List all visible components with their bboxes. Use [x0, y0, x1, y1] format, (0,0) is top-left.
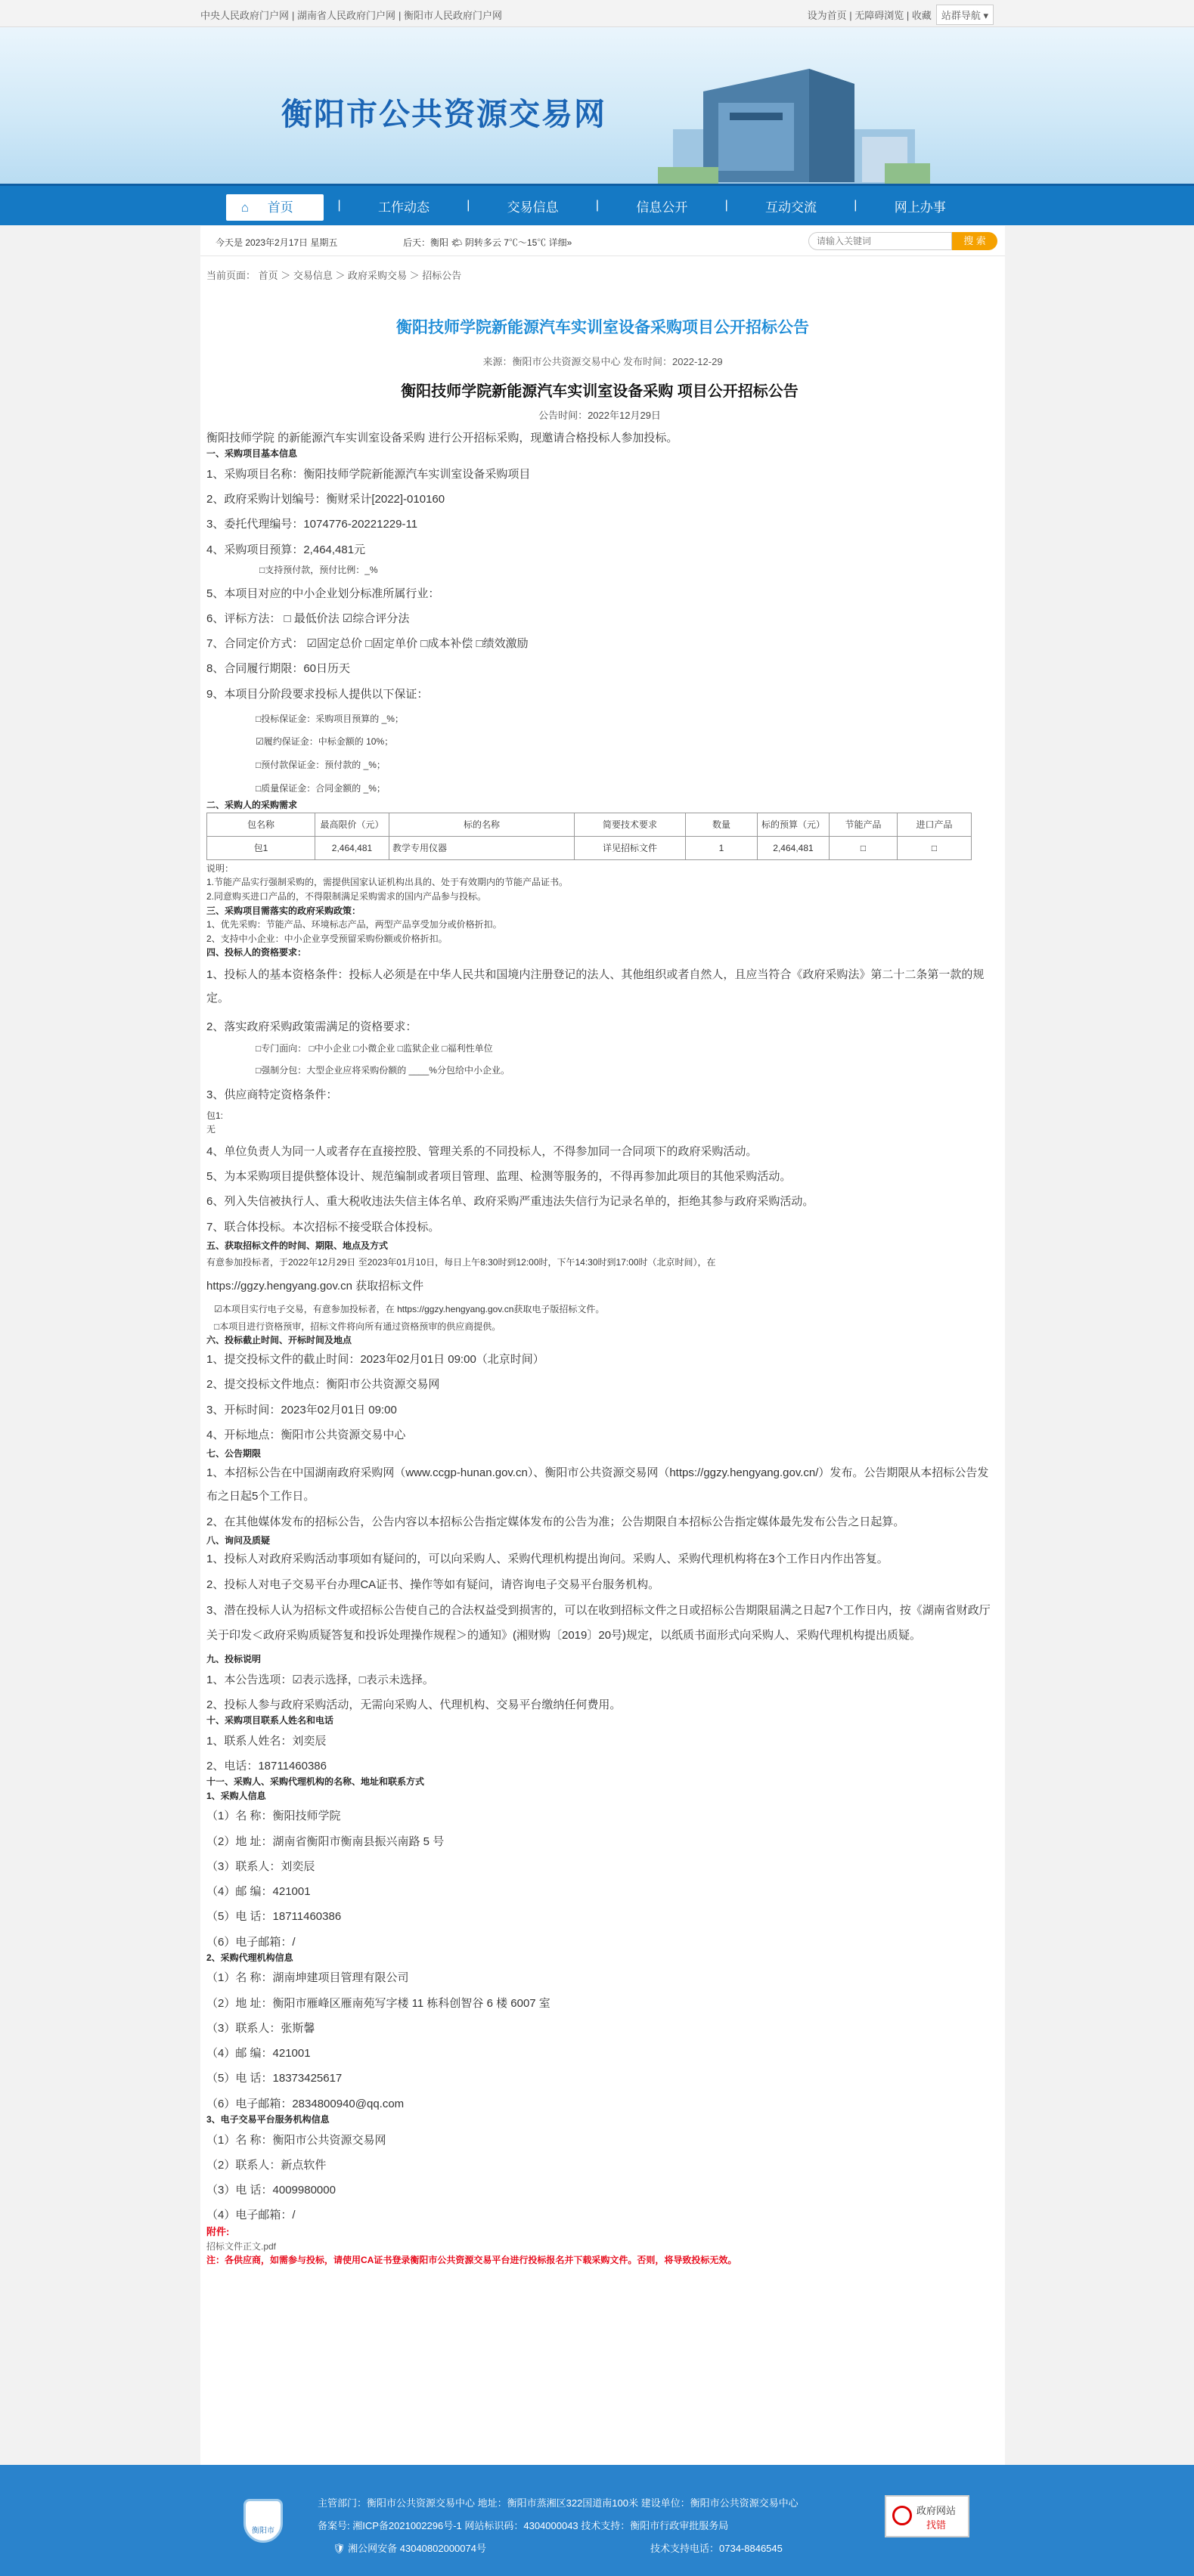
table-header-cell: 简要技术要求: [575, 813, 686, 836]
section-heading: 六、投标截止时间、开标时间及地点: [206, 1335, 352, 1346]
item-text: 7、合同定价方式： ☑固定总价 □固定单价 □成本补偿 □绩效激励: [206, 637, 529, 651]
table-cell: 详见招标文件: [575, 836, 686, 859]
police-badge-icon: [243, 2499, 283, 2543]
contact-item: （1）名 称：湖南坤建项目管理有限公司: [206, 1971, 409, 1985]
footer-line: 技术支持电话：0734-8846545: [650, 2543, 783, 2554]
section-heading: 八、询问及质疑: [206, 1534, 271, 1546]
contact-item: （5）电 话：18373425617: [206, 2072, 343, 2085]
section-heading: 十、采购项目联系人姓名和电话: [206, 1715, 334, 1726]
contact-item: （2）地 址：衡阳市雁峰区雁南苑写字楼 11 栋科创智谷 6 楼 6007 室: [206, 1996, 550, 2010]
item-text: 5、为本采购项目提供整体设计、规范编制或者项目管理、监理、检测等服务的，不得再参加此项目的其他采购活动。: [206, 1170, 792, 1184]
contact-item: （3）联系人：张斯馨: [206, 2021, 315, 2035]
site-nav-label: 站群导航: [941, 10, 981, 21]
beian-icon: 🛡: [333, 2543, 346, 2554]
nav-home-label: ⌂ 首页: [226, 194, 324, 221]
nav-separator: |: [467, 199, 470, 212]
nav-info-public[interactable]: 信息公开: [636, 200, 688, 215]
section-heading: 十一、采购人、采购代理机构的名称、地址和联系方式: [206, 1776, 425, 1788]
subsection-heading: 2、采购代理机构信息: [206, 1952, 293, 1963]
section-heading: 九、投标说明: [206, 1653, 262, 1664]
item-text: 2、落实政府采购政策需满足的资格要求：: [206, 1020, 417, 1033]
today-date: 今天是 2023年2月17日 星期五: [216, 237, 338, 248]
contact-item: （4）电子邮箱：/: [206, 2209, 296, 2222]
site-nav-select[interactable]: 站群导航 ▾: [936, 5, 994, 25]
link-central-gov[interactable]: 中央人民政府门户网: [200, 10, 290, 21]
item-text: 1、本招标公告在中国湖南政府采购网（www.ccgp-hunan.gov.cn）、衡阳市公共资源交易网（https://ggzy.hengyang.gov.cn/）发布。公告期限从本招标公告发布之日起5个工作日。: [206, 1466, 989, 1503]
table-header-cell: 节能产品: [830, 813, 898, 836]
table-cell: 2,464,481: [758, 836, 830, 859]
item-text: 3、开标时间：2023年02月01日 09:00: [206, 1403, 397, 1416]
item-text: 3、潜在投标人认为招标文件或招标公告使自己的合法权益受到损害的，可以在收到招标文件之日或招标公告期限届满之日起7个工作日内，按《湖南省财政厅关于印发＜政府采购质疑答复和投诉处理操作规程＞的通知》(湘财购〔2019〕20号)规定，以纸质书面形式向采购人、采购代理机构提出质疑。: [206, 1603, 991, 1642]
item-text: 1、采购项目名称：衡阳技师学院新能源汽车实训室设备采购项目: [206, 467, 531, 481]
banner: [0, 27, 1194, 184]
item-text: 8、合同履行期限：60日历天: [206, 662, 351, 676]
item-text: 2、投标人对电子交易平台办理CA证书、操作等如有疑问，请咨询电子交易平台服务机构。: [206, 1577, 660, 1591]
nav-home[interactable]: [212, 197, 338, 215]
search-button[interactable]: 搜 索: [952, 232, 997, 250]
gov-site-error-button[interactable]: [885, 2495, 969, 2537]
section-heading: 七、公告期限: [206, 1448, 262, 1460]
item-text: 7、联合体投标。本次招标不接受联合体投标。: [206, 1220, 440, 1234]
contact-item: （3）联系人：刘奕辰: [206, 1859, 315, 1873]
site-logo[interactable]: 衡阳市公共资源交易网: [281, 97, 606, 132]
nav-separator: |: [854, 199, 858, 212]
item-text: 1、提交投标文件的截止时间：2023年02月01日 09:00（北京时间）: [206, 1353, 544, 1367]
item-text: 包1:: [206, 1110, 224, 1121]
item-text: 有意参加投标者，于2022年12月29日 至2023年01月10日，每日上午8:30时到12:00时，下午14:30时到17:00时（北京时间），在: [206, 1257, 716, 1268]
nav-separator: |: [337, 199, 341, 212]
contact-item: （2）联系人：新点软件: [206, 2158, 327, 2172]
section-heading: 一、采购项目基本信息: [206, 448, 298, 460]
footer-line: 备案号: 湘ICP备2021002296号-1 网站标识码：4304000043 技术支持：衡阳市行政审批服务局: [318, 2520, 729, 2531]
nav-work-news[interactable]: 工作动态: [377, 200, 430, 215]
nav-separator: |: [724, 199, 728, 212]
table-row: [207, 836, 972, 859]
requirements-table: [206, 813, 972, 860]
attachment-link[interactable]: 招标文件正文.pdf: [206, 2240, 277, 2252]
item-text: 1、联系人姓名：刘奕辰: [206, 1734, 327, 1748]
subsection-heading: 3、电子交易平台服务机构信息: [206, 2113, 330, 2125]
contact-item: （4）邮 编：421001: [206, 2047, 311, 2060]
nav-interaction[interactable]: 互动交流: [765, 200, 817, 215]
table-cell: □: [898, 836, 972, 859]
policy-option: □专门面向： □中小企业 □小微企业 □监狱企业 □福利性单位: [256, 1043, 493, 1054]
item-text: 6、列入失信被执行人、重大税收违法失信主体名单、政府采购严重违法失信行为记录名单的，拒绝其参与政府采购活动。: [206, 1195, 814, 1209]
contact-item: （5）电 话：18711460386: [206, 1910, 342, 1924]
table-header-cell: 标的预算（元）: [758, 813, 830, 836]
item-text: 2、政府采购计划编号：衡财采计[2022]-010160: [206, 493, 445, 506]
item-text: 2、电话：18711460386: [206, 1759, 327, 1773]
item-text: 3、委托代理编号：1074776-20221229-11: [206, 518, 418, 531]
content-panel: [200, 226, 1005, 2465]
item-text: 4、采购项目预算：2,464,481元: [206, 543, 366, 556]
table-header-cell: 最高限价（元）: [315, 813, 389, 836]
section-heading: 四、投标人的资格要求：: [206, 947, 307, 958]
table-cell: 包1: [207, 836, 315, 859]
section-heading: 三、采购项目需落实的政府采购政策：: [206, 905, 361, 916]
item-text: 1、投标人对政府采购活动事项如有疑问的，可以向采购人、采购代理机构提出询问。采购人、采购代理机构将在3个工作日内作出答复。: [206, 1553, 889, 1566]
link-hunan-gov[interactable]: 湖南省人民政府门户网: [297, 10, 396, 21]
item-text: 2、投标人参与政府采购活动，无需向采购人、代理机构、交易平台缴纳任何费用。: [206, 1698, 622, 1711]
contact-item: （1）名 称：衡阳技师学院: [206, 1810, 341, 1823]
item-text: https://ggzy.hengyang.gov.cn 获取招标文件: [206, 1280, 424, 1293]
gov-site-error-label: 找错: [926, 2519, 946, 2531]
table-header-cell: 进口产品: [898, 813, 972, 836]
weather: 后天：衡阳 🌤 阴转多云 7℃～15℃ 详细»: [403, 237, 572, 248]
item-text: 3、供应商特定资格条件：: [206, 1088, 338, 1102]
item-text: 1、投标人的基本资格条件：投标人必须是在中华人民共和国境内注册登记的法人、其他组织或者自然人，且应当符合《政府采购法》第二十二条第一款的规定。: [206, 968, 985, 1005]
item-text: 2、在其他媒体发布的招标公告，公告内容以本招标公告指定媒体发布的公告为准；公告期限自本招标公告指定媒体最先发布公告之日起算。: [206, 1515, 905, 1528]
table-cell: 1: [686, 836, 758, 859]
guarantee-item: □预付款保证金：预付款的 _%；: [256, 760, 386, 771]
item-text: ☑本项目实行电子交易，有意参加投标者，在 https://ggzy.hengyang.gov.cn获取电子版招标文件。: [214, 1304, 605, 1315]
footer-line: 主管部门：衡阳市公共资源交易中心 地址：衡阳市蒸湘区322国道南100米 建设单位：衡阳市公共资源交易中心: [318, 2497, 799, 2509]
search-input[interactable]: [808, 232, 952, 250]
item-text: 无: [206, 1124, 216, 1135]
top-right-links[interactable]: 设为首页 | 无障碍浏览 | 收藏: [807, 10, 932, 21]
table-header-cell: 数量: [686, 813, 758, 836]
guarantee-item: ☑履约保证金：中标金额的 10%；: [256, 736, 394, 748]
footer-beian[interactable]: 🛡 湘公网安备 43040802000074号: [333, 2543, 486, 2554]
nav-trade-info[interactable]: 交易信息: [507, 200, 559, 215]
guarantee-item: □质量保证金：合同金额的 _%；: [256, 782, 386, 794]
guarantee-item: □投标保证金：采购项目预算的 _%；: [256, 713, 404, 724]
breadcrumb[interactable]: 当前页面： 首页 ＞ 交易信息 ＞ 政府采购交易 ＞ 招标公告: [206, 270, 462, 281]
nav-online-service[interactable]: 网上办事: [894, 200, 946, 215]
nav-separator: |: [595, 199, 600, 212]
table-header-cell: 标的名称: [389, 813, 575, 836]
source-info: 来源：衡阳市公共资源交易中心 发布时间：2022-12-29: [482, 356, 723, 367]
item-text: 4、开标地点：衡阳市公共资源交易中心: [206, 1428, 406, 1441]
item-text: 1、优先采购：节能产品、环境标志产品，两型产品享受加分或价格折扣。: [206, 919, 502, 930]
badge-text: 衡阳市: [252, 2527, 274, 2535]
item-text: 6、评标方法： □ 最低价法 ☑综合评分法: [206, 611, 410, 625]
search-box: [808, 232, 997, 250]
building-illustration: [658, 61, 930, 184]
main-nav: [0, 184, 1194, 225]
contact-item: （3）电 话：4009980000: [206, 2184, 336, 2197]
top-bar: [0, 0, 1194, 27]
intro-text: 衡阳技师学院 的新能源汽车实训室设备采购 进行公开招标采购，现邀请合格投标人参加投标。: [206, 432, 678, 445]
table-header-row: [207, 813, 972, 836]
prepay-option: □支持预付款，预付比例：_%: [259, 564, 378, 575]
pub-time: 公告时间：2022年12月29日: [538, 410, 661, 421]
gov-site-label: 政府网站: [916, 2505, 956, 2516]
note-text: 说明：: [206, 862, 234, 874]
document-body: [206, 377, 993, 2268]
contact-item: （6）电子邮箱：2834800940@qq.com: [206, 2097, 405, 2110]
item-text: 5、本项目对应的中小企业划分标准所属行业：: [206, 587, 440, 600]
contact-item: （4）邮 编：421001: [206, 1885, 311, 1899]
item-text: 4、单位负责人为同一人或者存在直接控股、管理关系的不同投标人，不得参加同一合同项下的政府采购活动。: [206, 1144, 758, 1158]
attachment-label: 附件:: [206, 2225, 230, 2237]
item-text: 2、提交投标文件地点：衡阳市公共资源交易网: [206, 1378, 440, 1392]
policy-option: □强制分包：大型企业应将采购份额的 ____%分包给中小企业。: [256, 1064, 510, 1076]
table-cell: 2,464,481: [315, 836, 389, 859]
item-text: □本项目进行资格预审，招标文件将向所有通过资格预审的供应商提供。: [214, 1321, 501, 1332]
section-heading: 二、采购人的采购需求: [206, 800, 298, 811]
warning-note: 注：各供应商，如需参与投标，请使用CA证书登录衡阳市公共资源交易平台进行投标报名并下载采购文件。否则，将导致投标无效。: [206, 2255, 737, 2266]
item-text: 1、本公告选项：☑表示选择，□表示未选择。: [206, 1673, 434, 1686]
table-cell: □: [830, 836, 898, 859]
footer: [0, 2465, 1194, 2576]
note-text: 2.同意购买进口产品的，不得限制满足采购需求的国内产品参与投标。: [206, 890, 487, 902]
table-header-cell: 包名称: [207, 813, 315, 836]
table-cell: 教学专用仪器: [389, 836, 575, 859]
gov-site-icon: [892, 2506, 912, 2525]
info-bar: [200, 226, 1005, 256]
section-heading: 五、获取招标文件的时间、期限、地点及方式: [206, 1240, 389, 1251]
item-text: 9、本项目分阶段要求投标人提供以下保证：: [206, 687, 429, 701]
subsection-heading: 1、采购人信息: [206, 1790, 266, 1801]
item-text: 2、支持中小企业：中小企业享受预留采购份额或价格折扣。: [206, 933, 448, 944]
contact-item: （6）电子邮箱：/: [206, 1935, 296, 1949]
gov-links: 中央人民政府门户网 | 湖南省人民政府门户网 | 衡阳市人民政府门户网: [200, 10, 503, 21]
note-text: 1.节能产品实行强制采购的，需提供国家认证机构出具的、处于有效期内的节能产品证书。: [206, 877, 569, 888]
contact-item: （1）名 称：衡阳市公共资源交易网: [206, 2133, 386, 2147]
page-title: 衡阳技师学院新能源汽车实训室设备采购项目公开招标公告: [396, 319, 809, 336]
link-hengyang-gov[interactable]: 衡阳市人民政府门户网: [404, 10, 503, 21]
doc-title: 衡阳技师学院新能源汽车实训室设备采购 项目公开招标公告: [401, 383, 799, 400]
contact-item: （2）地 址：湖南省衡阳市衡南县振兴南路 5 号: [206, 1834, 445, 1848]
